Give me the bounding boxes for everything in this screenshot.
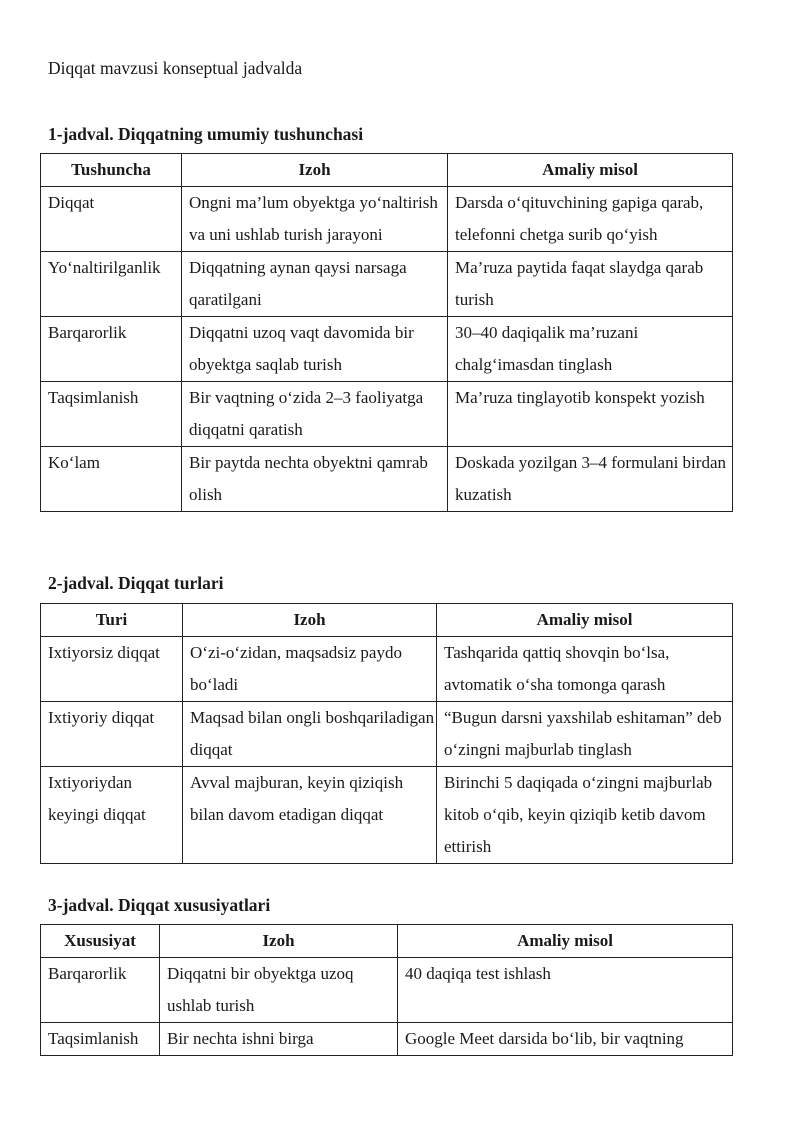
column-header: Tushuncha	[41, 154, 182, 187]
table-cell: Ko‘lam	[41, 447, 182, 512]
table-cell: Ongni ma’lum obyektga yo‘naltirish va uni ushlab turish jarayoni	[182, 187, 448, 252]
table-cell: 30–40 daqiqalik ma’ruzani chalg‘imasdan tinglash	[448, 317, 733, 382]
table-cell: Ixtiyoriydan keyingi diqqat	[41, 767, 183, 864]
table-cell: Birinchi 5 daqiqada o‘zingni majburlab kitob o‘qib, keyin qiziqib ketib davom ettirish	[437, 767, 733, 864]
table-cell: “Bugun darsni yaxshilab eshitaman” deb o‘zingni majburlab tinglash	[437, 702, 733, 767]
table-cell: O‘zi-o‘zidan, maqsadsiz paydo bo‘ladi	[183, 637, 437, 702]
table-cell: Maqsad bilan ongli boshqariladigan diqqat	[183, 702, 437, 767]
table-cell: Doskada yozilgan 3–4 formulani birdan kuzatish	[448, 447, 733, 512]
table-1-caption: 1-jadval. Diqqatning umumiy tushunchasi	[48, 124, 364, 144]
table-cell: Ixtiyorsiz diqqat	[41, 637, 183, 702]
table-cell: Diqqatni uzoq vaqt davomida bir obyektga saqlab turish	[182, 317, 448, 382]
table-cell: Darsda o‘qituvchining gapiga qarab, telefonni chetga surib qo‘yish	[448, 187, 733, 252]
column-header: Amaliy misol	[448, 154, 733, 187]
table-cell: Bir vaqtning o‘zida 2–3 faoliyatga diqqatni qaratish	[182, 382, 448, 447]
table-2-caption: 2-jadval. Diqqat turlari	[48, 573, 224, 593]
table-3	[40, 924, 733, 1056]
table-cell: Barqarorlik	[41, 317, 182, 382]
table-cell: Ixtiyoriy diqqat	[41, 702, 183, 767]
table-cell: Taqsimlanish	[41, 1023, 160, 1056]
table-cell: 40 daqiqa test ishlash	[398, 958, 733, 1023]
table-row	[41, 317, 733, 382]
table-row	[41, 252, 733, 317]
table-cell: Ma’ruza tinglayotib konspekt yozish	[448, 382, 733, 447]
table-cell: Avval majburan, keyin qiziqish bilan davom etadigan diqqat	[183, 767, 437, 864]
document-title: Diqqat mavzusi konseptual jadvalda	[48, 58, 303, 78]
table-cell: Ma’ruza paytida faqat slaydga qarab turish	[448, 252, 733, 317]
table-cell: Tashqarida qattiq shovqin bo‘lsa, avtomatik o‘sha tomonga qarash	[437, 637, 733, 702]
table-cell: Bir paytda nechta obyektni qamrab olish	[182, 447, 448, 512]
table-2	[40, 603, 733, 864]
column-header: Xususiyat	[41, 925, 160, 958]
table-row	[41, 767, 733, 864]
table-cell: Barqarorlik	[41, 958, 160, 1023]
table-row	[41, 1023, 733, 1056]
column-header: Amaliy misol	[437, 604, 733, 637]
table-cell: Google Meet darsida bo‘lib, bir vaqtning	[398, 1023, 733, 1056]
column-header: Izoh	[183, 604, 437, 637]
table-row	[41, 447, 733, 512]
table-3-caption: 3-jadval. Diqqat xususiyatlari	[48, 895, 271, 915]
table-row	[41, 637, 733, 702]
column-header: Izoh	[160, 925, 398, 958]
table-row	[41, 958, 733, 1023]
table-cell: Yo‘naltirilganlik	[41, 252, 182, 317]
table-cell: Taqsimlanish	[41, 382, 182, 447]
table-cell: Bir nechta ishni birga	[160, 1023, 398, 1056]
column-header: Izoh	[182, 154, 448, 187]
table-row	[41, 187, 733, 252]
table-cell: Diqqat	[41, 187, 182, 252]
table-header-row	[41, 604, 733, 637]
table-header-row	[41, 925, 733, 958]
table-cell: Diqqatni bir obyektga uzoq ushlab turish	[160, 958, 398, 1023]
column-header: Amaliy misol	[398, 925, 733, 958]
table-1	[40, 153, 733, 512]
table-row	[41, 382, 733, 447]
table-header-row	[41, 154, 733, 187]
table-row	[41, 702, 733, 767]
table-cell: Diqqatning aynan qaysi narsaga qaratilgani	[182, 252, 448, 317]
column-header: Turi	[41, 604, 183, 637]
